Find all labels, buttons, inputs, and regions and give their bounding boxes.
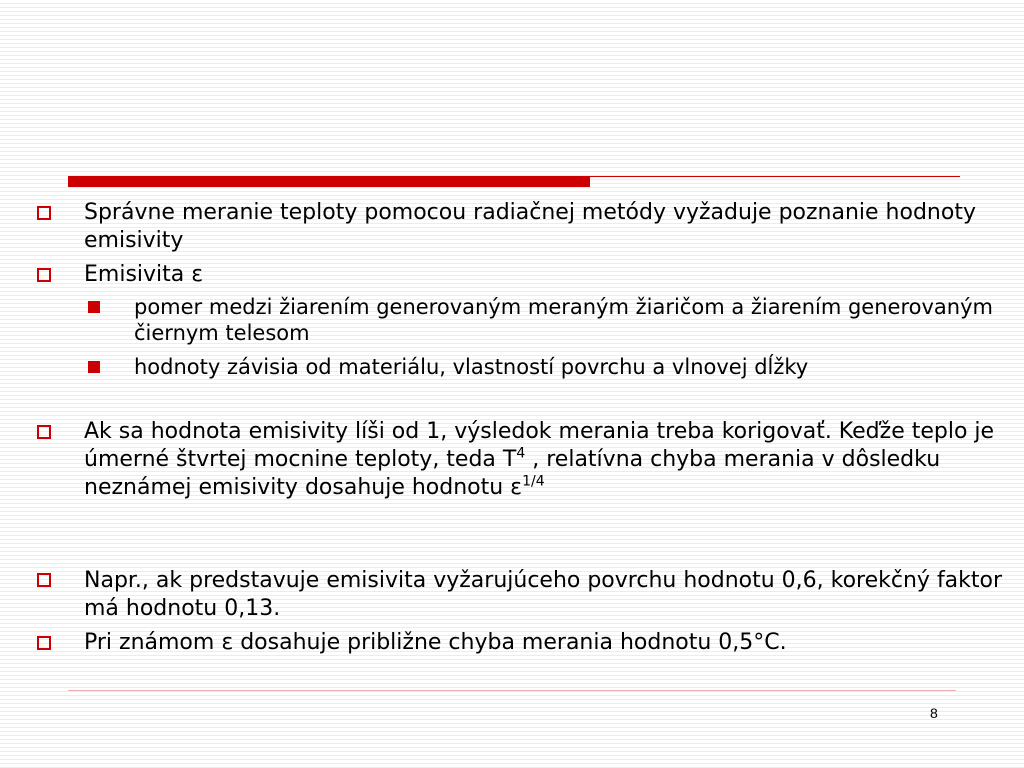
sub-bullet-text: hodnoty závisia od materiálu, vlastností povrchu a vlnovej dĺžky: [134, 355, 809, 379]
header-rule-thick: [68, 176, 590, 187]
hollow-square-bullet-icon: [37, 268, 51, 282]
bullet-text-part2: , relatívna chyba merania v dôsledku neznámej emisivity dosahuje hodnotu ε: [84, 447, 941, 500]
superscript: 4: [516, 445, 526, 462]
bullet-text: Správne meranie teploty pomocou radiačnej metódy vyžaduje poznanie hodnoty emisivity: [84, 200, 976, 253]
header-rule-thin: [590, 176, 960, 177]
hollow-square-bullet-icon: [37, 425, 51, 439]
superscript: 1/4: [522, 473, 545, 490]
hollow-square-bullet-icon: [37, 636, 51, 650]
bullet-text-part1: Ak sa hodnota emisivity líši od 1, výsledok merania treba korigovať. Keďže teplo je úmerné štvrtej mocnine teploty, teda T: [84, 419, 995, 472]
sub-bullet-text: pomer medzi žiarením generovaným meraným žiaričom a žiarením generovaným čiernym telesom: [134, 295, 993, 345]
solid-square-bullet-icon: [88, 361, 100, 373]
bullet-text: Emisivita ε: [84, 262, 204, 287]
bullet-text: [84, 418, 1004, 502]
solid-square-bullet-icon: [88, 301, 100, 313]
hollow-square-bullet-icon: [37, 206, 51, 220]
hollow-square-bullet-icon: [37, 573, 51, 587]
bullet-text: Napr., ak predstavuje emisivita vyžarujúceho povrchu hodnotu 0,6, korekčný faktor má hodnotu 0,13.: [84, 568, 1003, 621]
bullet-text: Pri známom ε dosahuje približne chyba merania hodnotu 0,5°C.: [84, 630, 787, 655]
page-number: 8: [930, 705, 938, 721]
footer-rule: [68, 690, 956, 691]
